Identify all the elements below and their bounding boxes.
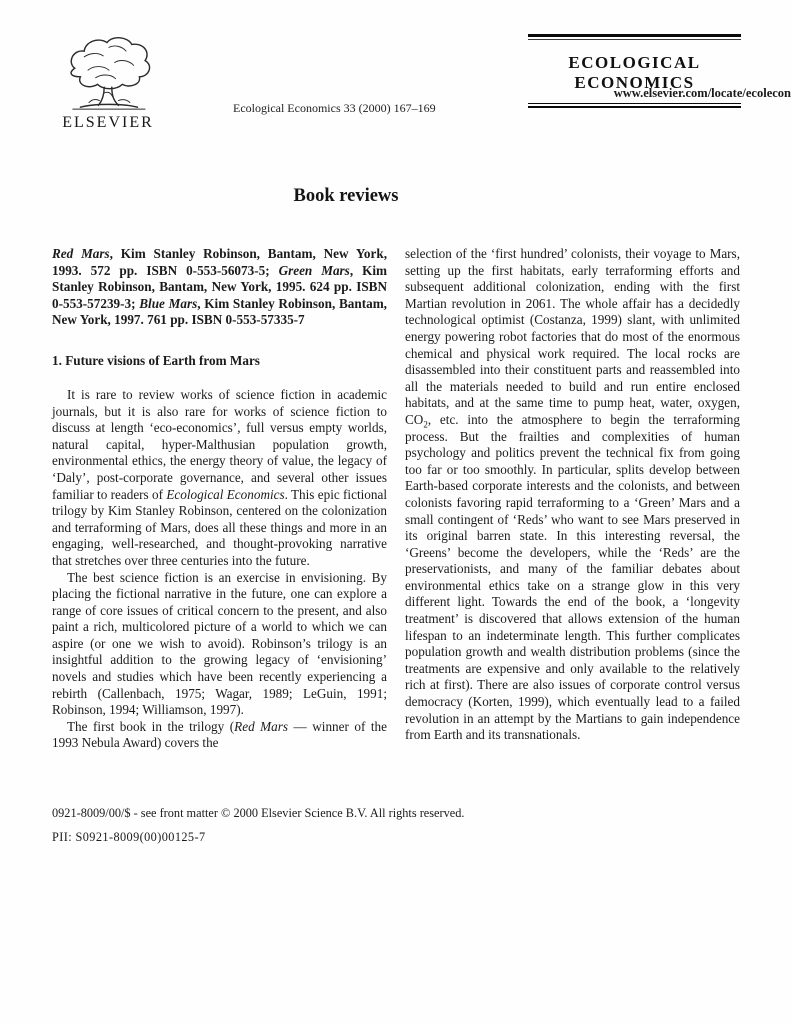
publisher-name: ELSEVIER	[62, 114, 154, 131]
book-citation: Red Mars, Kim Stanley Robinson, Bantam, New York, 1993. 572 pp. ISBN 0-553-56073-5; Green Mars, Kim Stanley Robinson, Bantam, New York, 1995. 624 pp. ISBN 0-553-57239-3; Blue Mars, Kim Stanley Robinson, Bantam, New York, 1997. 761 pp. ISBN 0-553-57335-7	[52, 246, 387, 328]
article-body	[52, 246, 740, 752]
publisher-logo-block	[46, 34, 170, 132]
column-right	[405, 246, 740, 752]
copyright-line: 0921-8009/00/$ - see front matter © 2000 Elsevier Science B.V. All rights reserved.	[52, 806, 465, 820]
article-footer	[52, 806, 740, 845]
pii-line: PII: S0921-8009(00)00125-7	[52, 830, 206, 844]
masthead-top-rule	[528, 34, 741, 40]
section-heading: 1. Future visions of Earth from Mars	[52, 352, 260, 368]
journal-title-line1: ECOLOGICAL	[568, 53, 701, 72]
journal-title-line2: ECONOMICS	[574, 73, 695, 92]
journal-citation: Ecological Economics 33 (2000) 167–169	[233, 101, 436, 115]
masthead-bottom-rule	[528, 103, 741, 108]
body-paragraph: The first book in the trilogy (Red Mars — winner of the 1993 Nebula Award) covers the	[52, 718, 388, 751]
journal-website-url: www.elsevier.com/locate/ecolecon	[613, 86, 791, 100]
elsevier-tree-logo-icon	[46, 34, 170, 112]
page-title: Book reviews	[293, 186, 399, 206]
body-paragraph: The best science fiction is an exercise in envisioning. By placing the fictional narrative in the future, one can explore a range of core issues of critical concern to the present, and also paint a rich, multicolored picture of a world to which we can aspire (or one we wish to avoid). Robinson’s trilogy is an insightful addition to the growing legacy of ‘envisioning’ novels and studies which have been recently experiencing a rebirth (Callenbach, 1975; Wagar, 1989; LeGuin, 1991; Robinson, 1994; Williamson, 1997).	[52, 569, 387, 718]
body-paragraph: selection of the ‘first hundred’ colonists, their voyage to Mars, setting up the first habitats, early terraforming efforts and subsequent additional colonization, ending with the first Martian revolution in 2061. The whole affair has a decidedly technological optimist (Costanza, 1999) slant, with unlimited energy powering robot factories that do most of the enormous chemical and physical work required. The local rocks are disassembled into their constituent parts and reassembled into all the materials needed to build and run entire enclosed habitats, and at the same time to pump heat, water, oxygen, $CO_2$, etc. into the atmosphere to begin the terraforming process. But the frailties and complexities of human psychology and politics prevent the technical fix from going too far or too smoothly. In particular, splits develop between Earth-based corporate interests and the colonists, and between colonists favoring rapid terraforming to a ‘Green’ Mars and a small contingent of ‘Reds’ who want to see Mars preserved in its original barren state. In this interesting reversal, the ‘Greens’ become the developers, while the ‘Reds’ are the preservationists, and many of the familiar debates about environmental ethics take on a strange glow in this very different light. Towards the end of the book, a ‘longevity treatment’ is discovered that allows extension of the human lifespan to an indeterminate length. This further complicates population growth and wealth distribution problems (since the treatments are expensive and only available to the relatively rich at first). There are also issues of corporate control versus democracy (Korten, 1999), which eventually lead to a failed revolution in an attempt by the Martians to gain independence from Earth and its transnationals.	[405, 246, 740, 743]
body-paragraph: It is rare to review works of science fiction in academic journals, but it is also rare for works of science fiction to discuss at length ‘eco-economics’, full versus empty worlds, natural capital, hyper-Malthusian population growth, environmental ethics, the energy theory of value, the legacy of ‘Daly’, post-corporate governance, and several other issues familiar to readers of Ecological Economics. This epic fictional trilogy by Kim Stanley Robinson, centered on the colonization and terraforming of Mars, does all these things and more in an engaging, well-researched, and thought-provoking narrative that stretches over three centuries into the future.	[52, 386, 387, 568]
column-left	[52, 246, 387, 752]
